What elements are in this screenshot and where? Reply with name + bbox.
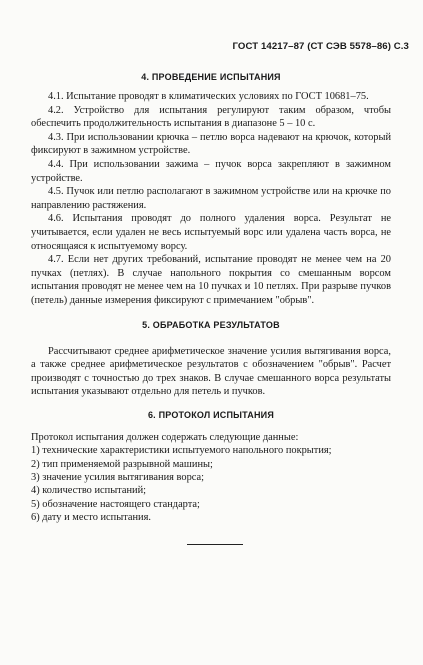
section-title: 5. ОБРАБОТКА РЕЗУЛЬТАТОВ [142, 319, 280, 330]
list-item: 4) количество испытаний; [31, 485, 147, 497]
page-header: ГОСТ 14217–87 (СТ СЭВ 5578–86) С.3 [232, 41, 409, 52]
results-paragraph: Рассчитывают среднее арифметическое значение усилия вытягивания ворса, а также среднее арифметическое результатов с обозначением "обрыв". Расчет производят с точностью до трех знаков. В случае смешанного ворса результаты испытания указывают отдельно для петель и пучков. [31, 345, 391, 398]
section-title: 6. ПРОТОКОЛ ИСПЫТАНИЯ [147, 409, 275, 420]
section-title: 4. ПРОВЕДЕНИЕ ИСПЫТАНИЯ [141, 72, 281, 82]
section-results [31, 320, 391, 399]
list-item: 6) дату и место испытания. [31, 511, 151, 523]
clause-4-5: 4.5. Пучок или петлю располагают в зажимном устройстве или на крючке по направлению растяжения. [31, 186, 391, 211]
clause-4-2: 4.2. Устройство для испытания регулируют таким образом, чтобы обеспечить продолжительность испытания в диапазоне 5 – 10 с. [31, 104, 391, 130]
document-body [31, 66, 391, 545]
clause-4-1: 4.1. Испытание проводят в климатических условиях по ГОСТ 10681–75. [48, 91, 369, 102]
list-item: 5) обозначение настоящего стандарта; [31, 498, 200, 510]
section-protocol [31, 410, 391, 524]
clause-4-4: 4.4. При использовании зажима – пучок ворса закрепляют в зажимном устройстве. [31, 158, 391, 184]
clause-4-3: 4.3. При использовании крючка – петлю ворса надевают на крючок, который фиксируют в зажимном устройстве. [31, 131, 391, 157]
protocol-intro: Протокол испытания должен содержать следующие данные: [31, 431, 299, 443]
list-item: 3) значение усилия вытягивания ворса; [31, 472, 205, 484]
list-item: 2) тип применяемой разрывной машины; [31, 458, 213, 470]
section-testing [31, 72, 391, 308]
end-rule [187, 544, 243, 545]
list-item: 1) технические характеристики испытуемого напольного покрытия; [31, 445, 332, 457]
clause-4-7: 4.7. Если нет других требований, испытание проводят не менее чем на 20 пучках (петлях). В случае напольного покрытия со смешанным ворсом испытания проводят не менее чем на 10 пучках и 10 петлях. При разрыве пучков (петель) данные измерения фиксируют с примечанием "обрыв". [31, 254, 391, 306]
clause-4-6: 4.6. Испытания проводят до полного удаления ворса. Результат не учитывается, если удален не весь испытуемый ворс или удалена часть ворса, не относящаяся к испытуемому ворсу. [31, 213, 391, 252]
protocol-list [31, 444, 391, 524]
